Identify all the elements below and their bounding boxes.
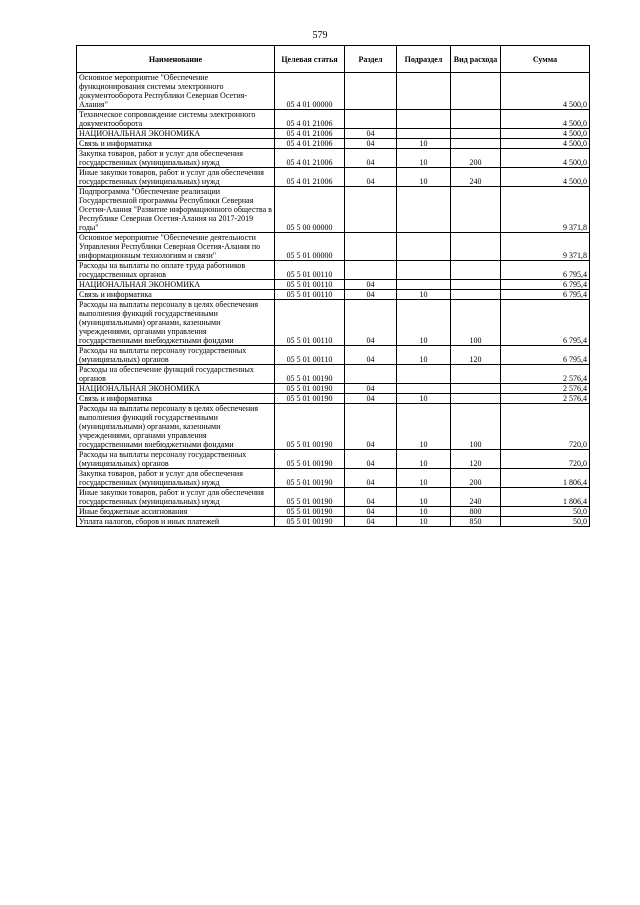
table-row <box>77 384 590 394</box>
row-sum: 50,0 <box>501 517 590 527</box>
row-expense-type <box>451 365 501 384</box>
row-name: Связь и информатика <box>77 290 275 300</box>
row-subsection: 10 <box>397 300 451 346</box>
row-expense-type: 120 <box>451 450 501 469</box>
table-row <box>77 168 590 187</box>
row-name: Основное мероприятие "Обеспечение деятельности Управления Республики Северная Осетия-Алания по информационным технологиям и связи" <box>77 233 275 261</box>
row-section: 04 <box>345 168 397 187</box>
row-sum: 4 500,0 <box>501 110 590 129</box>
row-subsection <box>397 73 451 110</box>
row-target-article: 05 5 01 00110 <box>275 280 345 290</box>
row-expense-type: 100 <box>451 404 501 450</box>
row-expense-type: 200 <box>451 469 501 488</box>
row-target-article: 05 5 01 00190 <box>275 450 345 469</box>
row-subsection: 10 <box>397 168 451 187</box>
row-target-article: 05 4 01 21006 <box>275 139 345 149</box>
row-expense-type <box>451 129 501 139</box>
row-sum: 2 576,4 <box>501 394 590 404</box>
row-expense-type <box>451 233 501 261</box>
row-target-article: 05 5 01 00190 <box>275 394 345 404</box>
row-expense-type <box>451 280 501 290</box>
row-sum: 4 500,0 <box>501 129 590 139</box>
table-row <box>77 149 590 168</box>
table-body <box>77 73 590 527</box>
table-row <box>77 365 590 384</box>
row-name: Расходы на выплаты по оплате труда работников государственных органов <box>77 261 275 280</box>
row-target-article: 05 5 01 00110 <box>275 300 345 346</box>
table-row <box>77 280 590 290</box>
row-sum: 6 795,4 <box>501 346 590 365</box>
header-target-article: Целевая статья <box>275 46 345 73</box>
row-target-article: 05 5 01 00190 <box>275 365 345 384</box>
row-sum: 50,0 <box>501 507 590 517</box>
table-row <box>77 187 590 233</box>
row-sum: 6 795,4 <box>501 290 590 300</box>
row-sum: 720,0 <box>501 404 590 450</box>
row-subsection: 10 <box>397 450 451 469</box>
row-section: 04 <box>345 517 397 527</box>
row-target-article: 05 5 01 00000 <box>275 233 345 261</box>
row-subsection <box>397 187 451 233</box>
row-sum: 4 500,0 <box>501 139 590 149</box>
table-row <box>77 300 590 346</box>
row-section: 04 <box>345 300 397 346</box>
header-sum: Сумма <box>501 46 590 73</box>
row-target-article: 05 5 01 00190 <box>275 488 345 507</box>
row-section: 04 <box>345 129 397 139</box>
row-section: 04 <box>345 280 397 290</box>
row-target-article: 05 5 01 00190 <box>275 517 345 527</box>
row-name: НАЦИОНАЛЬНАЯ ЭКОНОМИКА <box>77 384 275 394</box>
header-name: Наименование <box>77 46 275 73</box>
row-subsection: 10 <box>397 517 451 527</box>
row-expense-type <box>451 290 501 300</box>
row-subsection: 10 <box>397 469 451 488</box>
table-row <box>77 517 590 527</box>
row-sum: 2 576,4 <box>501 384 590 394</box>
row-subsection <box>397 129 451 139</box>
row-section: 04 <box>345 346 397 365</box>
table-row <box>77 346 590 365</box>
row-name: Связь и информатика <box>77 139 275 149</box>
row-target-article: 05 4 01 21006 <box>275 129 345 139</box>
row-subsection <box>397 233 451 261</box>
row-section: 04 <box>345 450 397 469</box>
row-expense-type <box>451 384 501 394</box>
row-sum: 2 576,4 <box>501 365 590 384</box>
row-section: 04 <box>345 149 397 168</box>
row-expense-type <box>451 110 501 129</box>
row-name: НАЦИОНАЛЬНАЯ ЭКОНОМИКА <box>77 280 275 290</box>
table-row <box>77 73 590 110</box>
row-sum: 9 371,8 <box>501 233 590 261</box>
row-target-article: 05 5 01 00110 <box>275 290 345 300</box>
table-row <box>77 507 590 517</box>
row-name: Расходы на обеспечение функций государственных органов <box>77 365 275 384</box>
header-expense-type: Вид расхода <box>451 46 501 73</box>
row-section: 04 <box>345 384 397 394</box>
row-sum: 6 795,4 <box>501 280 590 290</box>
row-name: Иные закупки товаров, работ и услуг для обеспечения государственных (муниципальных) нужд <box>77 168 275 187</box>
row-section: 04 <box>345 469 397 488</box>
table-row <box>77 233 590 261</box>
row-name: Уплата налогов, сборов и иных платежей <box>77 517 275 527</box>
row-subsection: 10 <box>397 488 451 507</box>
row-sum: 4 500,0 <box>501 149 590 168</box>
row-subsection <box>397 384 451 394</box>
row-section <box>345 73 397 110</box>
row-expense-type <box>451 187 501 233</box>
row-expense-type: 240 <box>451 168 501 187</box>
row-expense-type: 200 <box>451 149 501 168</box>
table-header-row <box>77 46 590 73</box>
row-subsection: 10 <box>397 346 451 365</box>
row-section: 04 <box>345 394 397 404</box>
budget-table <box>76 45 590 527</box>
header-section: Раздел <box>345 46 397 73</box>
row-subsection <box>397 110 451 129</box>
row-expense-type: 120 <box>451 346 501 365</box>
row-section: 04 <box>345 404 397 450</box>
row-target-article: 05 4 01 00000 <box>275 73 345 110</box>
row-name: Расходы на выплаты персоналу в целях обеспечения выполнения функций государственными (муниципальными) органами, казенными учреждениями, органами управления государственными внебюджетными фондами <box>77 404 275 450</box>
header-subsection: Подраздел <box>397 46 451 73</box>
row-name: Расходы на выплаты персоналу государственных (муниципальных) органов <box>77 346 275 365</box>
table-row <box>77 129 590 139</box>
row-expense-type <box>451 73 501 110</box>
row-target-article: 05 4 01 21006 <box>275 110 345 129</box>
row-sum: 9 371,8 <box>501 187 590 233</box>
row-subsection: 10 <box>397 139 451 149</box>
row-expense-type: 800 <box>451 507 501 517</box>
row-target-article: 05 5 01 00190 <box>275 404 345 450</box>
row-name: Техническое сопровождение системы электронного документооборота <box>77 110 275 129</box>
row-expense-type <box>451 394 501 404</box>
row-name: Закупка товаров, работ и услуг для обеспечения государственных (муниципальных) нужд <box>77 149 275 168</box>
row-section <box>345 365 397 384</box>
row-name: Подпрограмма "Обеспечение реализации Государственной программы Республики Северная Осетия-Алания "Развитие информационного общества в Республике Северная Осетия-Алания на 2017-2019 годы" <box>77 187 275 233</box>
row-target-article: 05 5 01 00190 <box>275 469 345 488</box>
row-subsection: 10 <box>397 507 451 517</box>
row-sum: 1 806,4 <box>501 469 590 488</box>
row-section: 04 <box>345 290 397 300</box>
row-subsection <box>397 280 451 290</box>
table-row <box>77 261 590 280</box>
table-row <box>77 469 590 488</box>
row-section: 04 <box>345 139 397 149</box>
row-target-article: 05 5 01 00190 <box>275 384 345 394</box>
row-expense-type <box>451 261 501 280</box>
row-subsection: 10 <box>397 394 451 404</box>
table-row <box>77 290 590 300</box>
table-row <box>77 450 590 469</box>
table-row <box>77 110 590 129</box>
row-section: 04 <box>345 507 397 517</box>
row-target-article: 05 5 01 00110 <box>275 261 345 280</box>
row-name: Иные закупки товаров, работ и услуг для обеспечения государственных (муниципальных) нужд <box>77 488 275 507</box>
row-target-article: 05 4 01 21006 <box>275 149 345 168</box>
row-target-article: 05 5 00 00000 <box>275 187 345 233</box>
row-subsection <box>397 261 451 280</box>
row-name: Расходы на выплаты персоналу государственных (муниципальных) органов <box>77 450 275 469</box>
row-target-article: 05 4 01 21006 <box>275 168 345 187</box>
row-sum: 720,0 <box>501 450 590 469</box>
row-subsection: 10 <box>397 290 451 300</box>
row-section <box>345 233 397 261</box>
row-sum: 4 500,0 <box>501 73 590 110</box>
table-row <box>77 139 590 149</box>
row-name: НАЦИОНАЛЬНАЯ ЭКОНОМИКА <box>77 129 275 139</box>
row-section <box>345 110 397 129</box>
row-name: Расходы на выплаты персоналу в целях обеспечения выполнения функций государственными (муниципальными) органами, казенными учреждениями, органами управления государственными внебюджетными фондами <box>77 300 275 346</box>
row-name: Основное мероприятие "Обеспечение функционирования системы электронного документооборота Республики Северная Осетия-Алания" <box>77 73 275 110</box>
page-number: 579 <box>312 30 328 41</box>
row-sum: 4 500,0 <box>501 168 590 187</box>
table-row <box>77 488 590 507</box>
row-subsection <box>397 365 451 384</box>
row-section: 04 <box>345 488 397 507</box>
row-name: Связь и информатика <box>77 394 275 404</box>
row-expense-type <box>451 139 501 149</box>
row-subsection: 10 <box>397 404 451 450</box>
row-target-article: 05 5 01 00110 <box>275 346 345 365</box>
row-expense-type: 850 <box>451 517 501 527</box>
row-section <box>345 261 397 280</box>
row-target-article: 05 5 01 00190 <box>275 507 345 517</box>
row-name: Закупка товаров, работ и услуг для обеспечения государственных (муниципальных) нужд <box>77 469 275 488</box>
row-expense-type: 240 <box>451 488 501 507</box>
row-name: Иные бюджетные ассигнования <box>77 507 275 517</box>
row-expense-type: 100 <box>451 300 501 346</box>
row-sum: 1 806,4 <box>501 488 590 507</box>
row-subsection: 10 <box>397 149 451 168</box>
row-sum: 6 795,4 <box>501 261 590 280</box>
row-section <box>345 187 397 233</box>
table-row <box>77 404 590 450</box>
table-row <box>77 394 590 404</box>
row-sum: 6 795,4 <box>501 300 590 346</box>
